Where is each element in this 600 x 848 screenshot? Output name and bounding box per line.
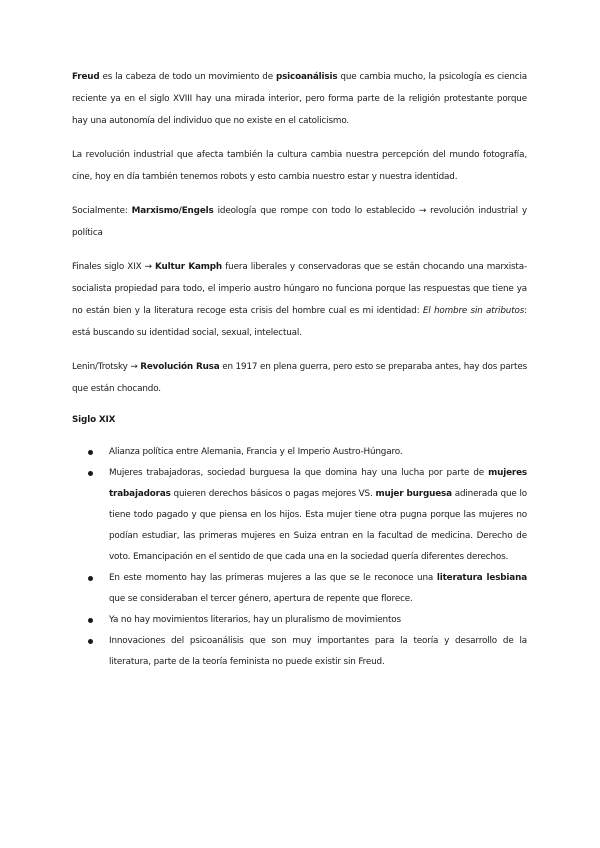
bullet-dot-icon — [88, 450, 93, 455]
list-item — [72, 610, 527, 631]
paragraph-text: : está buscando su identidad social, sexual, intelectual. — [72, 306, 527, 338]
paragraph-text: es la cabeza de todo un movimiento de — [99, 72, 276, 82]
list-item-text: En este momento hay las primeras mujeres a las que se le reconoce una — [109, 573, 437, 583]
bullet-dot-icon — [88, 471, 93, 476]
paragraph-text: Socialmente: — [72, 206, 132, 216]
bold-term: psicoanálisis — [275, 72, 338, 82]
paragraph-text: La revolución industrial que afecta también la cultura cambia nuestra percepción del mundo fotografía, cine, hoy en día también tenemos robots y esto cambia nuestro estar y nuestra identidad. — [72, 150, 527, 182]
list-item-text: adinerada que lo tiene todo pagado y que piensa en los hijos. Esta mujer tiene otra pugna porque las mujeres no podían estudiar, las primeras mujeres en Suiza entran en la facultad de medicina. Derecho de voto. Emancipación en el sentido de que cada una en la sociedad quería diferentes derechos. — [109, 489, 528, 562]
paragraph-lenin-trotsky — [72, 356, 527, 400]
bold-term: Revolución Rusa — [140, 362, 220, 372]
bullet-dot-icon — [88, 618, 93, 623]
bold-term: mujer burguesa — [375, 489, 452, 499]
list-item-text: Mujeres trabajadoras, sociedad burguesa la que domina hay una lucha por parte de — [109, 468, 489, 478]
list-item-text: Ya no hay movimientos literarios, hay un pluralismo de movimientos — [109, 615, 401, 625]
section-heading-siglo-xix: Siglo XIX — [72, 415, 116, 425]
list-item — [72, 568, 527, 610]
paragraph-text: ideología que rompe con todo lo establecido → revolución industrial y política — [72, 206, 528, 238]
bullet-list — [72, 442, 527, 673]
paragraph-text: Lenin/Trotsky → — [72, 362, 141, 372]
paragraph-text: fuera liberales y conservadoras que se están chocando una marxista-socialista propiedad para todo, el imperio austro húngaro no funciona porque las respuestas que tiene ya no están bien y la literatura recoge esta crisis del hombre cual es mi identidad: — [72, 262, 527, 316]
list-item — [72, 631, 527, 673]
italic-title: El hombre sin atributos — [422, 306, 525, 316]
paragraph-freud — [72, 66, 527, 132]
list-item — [72, 442, 527, 463]
bold-term: Marxismo/Engels — [131, 206, 214, 216]
list-item-text: quieren derechos básicos o pagas mejores VS. — [170, 489, 376, 499]
document-page — [72, 66, 527, 673]
paragraph-industrial-revolution — [72, 144, 527, 188]
paragraph-socialmente — [72, 200, 527, 244]
list-item — [72, 463, 527, 568]
bullet-dot-icon — [88, 639, 93, 644]
bold-term: literatura lesbiana — [436, 573, 527, 583]
list-item-text: Innovaciones del psicoanálisis que son muy importantes para la teoría y desarrollo de la literatura, parte de la teoría feminista no puede existir sin Freud. — [109, 636, 527, 667]
bullet-dot-icon — [88, 576, 93, 581]
bold-term: mujeres trabajadoras — [109, 468, 527, 499]
list-item-text: que se consideraban el tercer género, apertura de repente que florece. — [109, 594, 413, 604]
paragraph-text: Finales siglo XIX → — [72, 262, 156, 272]
paragraph-text: en 1917 en plena guerra, pero esto se preparaba antes, hay dos partes que están chocando. — [72, 362, 528, 394]
list-item-text: Alianza política entre Alemania, Francia y el Imperio Austro-Húngaro. — [109, 447, 403, 457]
paragraph-text: que cambia mucho, la psicología es ciencia reciente ya en el siglo XVIII hay una mirada interior, pero forma parte de la religión protestante porque hay una autonomía del individuo que no existe en el catolicismo. — [72, 72, 527, 126]
paragraph-finales-siglo — [72, 256, 527, 344]
bold-term: Kultur Kamph — [155, 262, 223, 272]
bold-term: Freud — [72, 72, 100, 82]
